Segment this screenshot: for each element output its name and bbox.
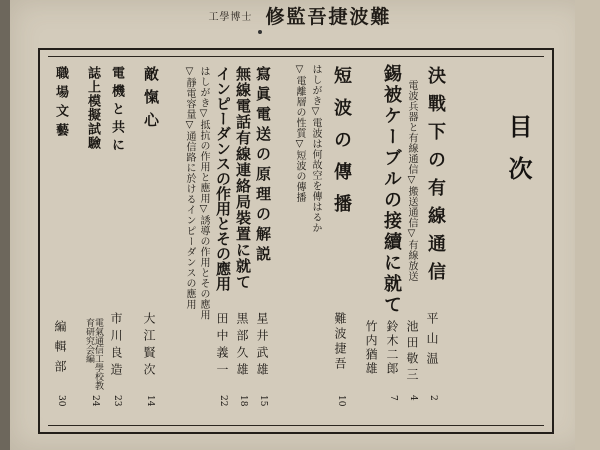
toc-entry-page: 22 — [218, 395, 228, 407]
toc-frame — [38, 48, 554, 434]
toc-entry-page: 10 — [336, 395, 346, 407]
toc-entry-title: 錫被ケーブルの接續に就て — [381, 64, 402, 316]
toc-entry-author: 竹内猶雄 — [364, 320, 378, 376]
toc-entry-title: 職場文藝 — [53, 66, 68, 142]
toc-entry-page: 7 — [388, 395, 398, 401]
toc-entry-title: インピーダンスの作用とその應用 — [214, 66, 232, 291]
toc-entry-page: 24 — [90, 395, 100, 407]
toc-entry-title: 誌上模擬試驗 — [85, 66, 100, 150]
toc-entry-subtitle: 電波兵器と有線通信▽搬送通信▽有線放送 — [406, 80, 417, 282]
page-header — [0, 0, 600, 30]
toc-entry-author: 黒部久雄 — [235, 312, 249, 380]
toc-entry-page: 4 — [408, 395, 418, 401]
toc-entry-subtitle: ▽靜電容量▽通信路に於けるインピーダンスの應用 — [184, 66, 195, 310]
toc-entry-subtitle: はしがき▽電波は何故空を傳はるか — [310, 64, 321, 233]
toc-entry-title: 短波の傳播 — [331, 66, 352, 226]
header-title: 修監吾捷波難 — [265, 6, 392, 28]
toc-entry-page: 30 — [56, 395, 66, 407]
toc-entry-title: 敵愾心 — [142, 66, 160, 135]
toc-entry-author: 池田敬三 — [405, 320, 419, 384]
toc-entry-author: 電氣通信工學校教育研究会編 — [84, 318, 103, 390]
toc-entry-page: 23 — [112, 395, 122, 407]
toc-entry-title: 寫眞電送の原理の解説 — [254, 66, 272, 266]
toc-entry-author: 大江賢次 — [142, 312, 156, 380]
header-rank: 工學博士 — [208, 12, 253, 23]
frame-inner-top-line — [48, 56, 544, 57]
toc-entry-author: 平山温 — [425, 312, 439, 372]
toc-entry-page: 2 — [428, 395, 438, 401]
toc-entry-subtitle: はしがき▽抵抗の作用と應用▽誘導の作用とその應用 — [198, 66, 209, 320]
toc-entry-page: 18 — [238, 395, 248, 407]
toc-entry-page: 14 — [145, 395, 155, 407]
toc-entry-author: 田中義一 — [215, 312, 229, 380]
toc-entry-subtitle: ▽電離層の性質▽短波の傳播 — [294, 64, 305, 203]
toc-entry-page: 15 — [258, 395, 268, 407]
toc-entry-author: 市川良造 — [109, 312, 123, 380]
toc-entry-author: 鈴木二郎 — [385, 320, 399, 376]
toc-entry-title: 無線電話有線連絡局裝置に就て — [234, 66, 252, 290]
toc-entry-title: 決戰下の有線通信 — [425, 66, 446, 290]
frame-inner-bottom-line — [48, 425, 544, 426]
toc-entry-author: 星井武雄 — [255, 312, 269, 380]
toc-entry-author: 難波捷吾 — [333, 312, 347, 372]
adjacent-page-edge — [575, 0, 600, 450]
toc-entry-title: 電機と共に — [109, 66, 124, 156]
toc-entry-author: 編輯部 — [53, 320, 67, 380]
toc-heading: 目次 — [504, 114, 533, 198]
header-dot — [258, 30, 262, 34]
